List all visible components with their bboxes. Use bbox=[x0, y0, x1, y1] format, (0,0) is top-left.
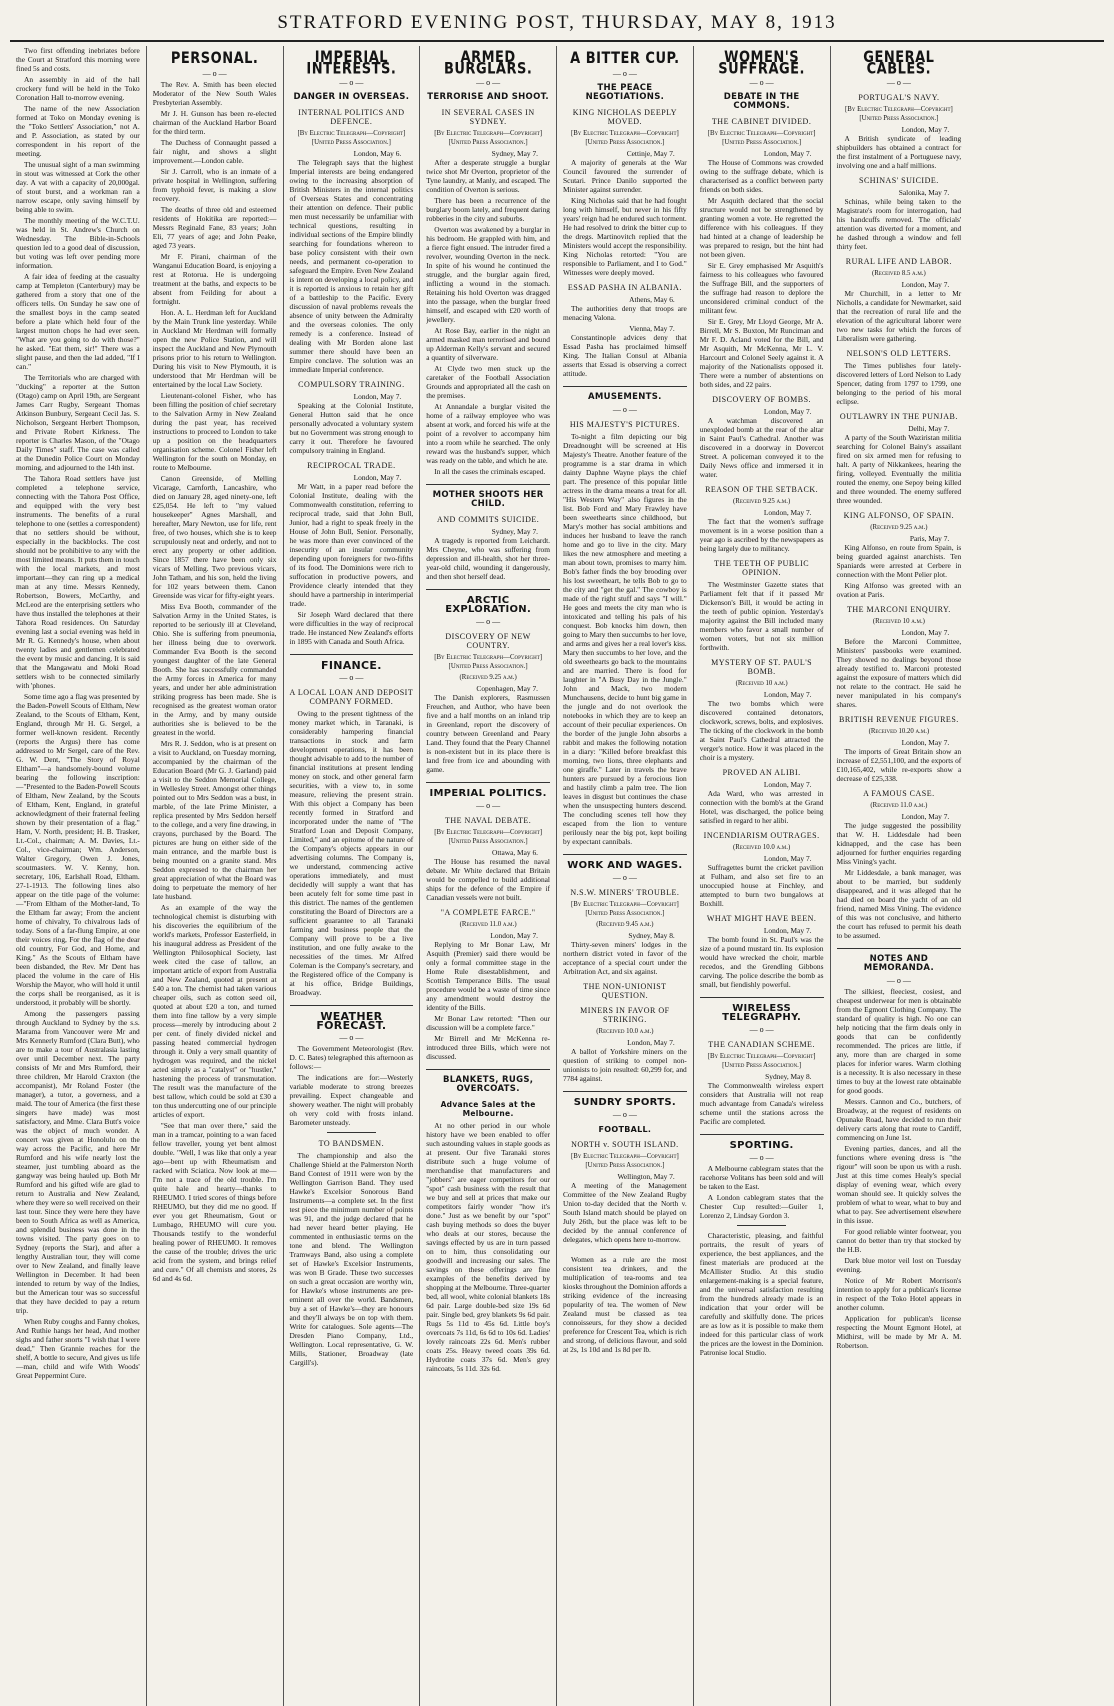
dateline: Sydney, May 8. bbox=[628, 931, 675, 940]
dateline: Delhi, May 7. bbox=[908, 424, 950, 433]
dateline: London, May 7. bbox=[763, 508, 812, 517]
news-item: Evening parties, dances, and all the functions where evening dress is "the rigour" will soon be upon us with a rush. Just at this time comes Healy's special display of evening wear, which every woman should see. It quickly solves the problem of what to wear, what to buy and what to pay. See advertisement elsewhere in this issue. bbox=[836, 1144, 962, 1225]
subheading: THE CABINET DIVIDED. bbox=[711, 117, 812, 126]
subheading: DISCOVERY OF NEW COUNTRY. bbox=[445, 632, 531, 650]
subheading: OUTLAWRY IN THE PUNJAB. bbox=[839, 412, 958, 421]
subheading: A FAMOUS CASE. bbox=[863, 789, 935, 798]
received-time: (Received 10.0 a.m.) bbox=[733, 844, 791, 851]
dateline: London, May 7. bbox=[763, 780, 812, 789]
wire-credit: [By Electric Telegraph—Copyright] [United Press Association.] bbox=[707, 1053, 816, 1069]
section-rule bbox=[563, 386, 687, 387]
columns bbox=[10, 46, 1104, 1706]
news-item: The silkiest, fleeciest, cosiest, and cheapest underwear for men is obtainable from the Egmont Clothing Company. The standard of quality is high. No one can help noticing that the firm deals only in goods that can be confidently recommended. The prices are little, if any, more than are charged in some places for inferior wares. Warm clothing is a necessity. It is also necessary in these times to buy at the lowest rate obtainable for good goods. bbox=[836, 987, 962, 1095]
news-item: Canon Greenside, of Melling Vicarage, Carnforth, Lancashire, who died on January 28, aged ninety-one, left £25,054. He left to "my valued housekeeper" Agnes Marshall, and hereafter, Mary Newton, use for life, rent free, of two houses, which she is to keep scrupulously neat and orderly, and not to erect any property or other addition. Since 1857 there have been only six vicars of Melling. Two previous vicars, John Tatham, and his son, held the living for 102 years between them. Canon Greenside was vicar for fifty-eight years. bbox=[152, 474, 277, 600]
wire-credit: [By Electric Telegraph—Copyright] [United Press Association.] bbox=[570, 901, 679, 917]
column-2 bbox=[147, 46, 284, 1706]
subheading: KING ALFONSO, OF SPAIN. bbox=[843, 511, 955, 520]
received-time: (Received 10.0 a.m.) bbox=[596, 1028, 654, 1035]
dateline: Cettinje, May 7. bbox=[626, 149, 675, 158]
dateline: London, May 7. bbox=[901, 125, 950, 134]
subheading: PORTUGAL'S NAVY. bbox=[858, 93, 940, 102]
news-item: Lieutenant-colonel Fisher, who has been filling the position of chief secretary to the Salvation Army in New Zealand during the past year, has received instructions to proceed to London to take up a position on the headquarters organisation scheme. Colonel Fisher left Wellington for the south on Monday, en route to Melbourne. bbox=[152, 391, 277, 472]
dateline: Paris, May 7. bbox=[909, 534, 950, 543]
advert-subheading: Advance Sales at the Melbourne. bbox=[440, 1100, 536, 1118]
advert-item: "See that man over there," said the man in a tramcar, pointing to a wan faced fellow traveller, young yet bent almost double. "Well, I was like that only a year ago—bent up with Rheumatism and racked with Sciatica. Now look at me—I'm not a trace of the old trouble. I'm quite hale and hearty—thanks to RHEUMO. I tried scores of things before RHEUMO, but they did me no good. If ever you get Rheumatism, Gout or Lumbago, RHEUMO will cure you. Thousands testify to the wonderful healing power of RHEUMO. It removes the cause of the trouble; drives the uric acid from the system, and brings relief and cure." Of all chemists and stores, 2s 6d and 4s 6d. bbox=[152, 1121, 277, 1283]
news-item: Sir Joseph Ward declared that there were difficulties in the way of reciprocal trade. He instanced New Zealand's efforts in 1895 with Canada and South Africa. bbox=[289, 610, 414, 646]
news-item: A ballot of Yorkshire miners on the question of striking to compel non-unionists to join resulted: 60,299 for, and 7784 against. bbox=[563, 1047, 687, 1083]
news-item: King Alfonso, en route from Spain, is being guarded against anarchists. Ten Spaniards were arrested at Cerbere in connection with the Mont Pelier plot. bbox=[836, 543, 962, 579]
received-time: (Received 11.0 a.m.) bbox=[459, 921, 517, 928]
news-item: The Westminster Gazette states that Parliament felt that if it passed Mr Dickenson's Bill, it would be acting in the teeth of public opinion. Yesterday's majority against the Bill included many members who favor a small number of women voters, but not six million forthwith. bbox=[699, 580, 824, 652]
news-item: Ada Ward, who was arrested in connection with the bomb's at the Grand Hotel, was discharged, the police being satisfied in regard to her alibi. bbox=[699, 789, 824, 825]
wire-credit: [By Electric Telegraph—Copyright] [United Press Association.] bbox=[707, 130, 816, 146]
news-item: Overton was awakened by a burglar in his bedroom. He grappled with him, and a fierce fight ensued. The intruder fired a revolver, wounding Overton in the neck. In spite of his wound he continued the struggle, and the burglar again fired, inflicting a wound in the stomach. Retaining his hold Overton was dragged into the passage, when the burglar freed himself, and escaped with £20 worth of jewellery. bbox=[426, 225, 550, 324]
news-item: As an example of the way the technological chemist is disturbing with his discoveries the equilibrium of the world's markets, Professor Easterfield, in his inaugural address as President of the Wellington Philosophical Society, last week cited the case of tallow, an important article of export from Australia and New Zealand, quoted at present at £40 a ton. The chemist had taken various cheaper oils, such as cotton seed oil, quoted at about £20 a ton, and turned them into fine tallow by a very simple process—merely by introducing about 2 per cent. of finely divided nickel and passing heated commercial hydrogen through it. Only a very small quantity of hydrogen was required, and the nickel acted simply as a "catalyst" or "hustler," hastening the process of transmutation. The result was the manufacture of the best tallow, which could be sold at £30 a ton thus undercutting one of our principle articles of export. bbox=[152, 903, 277, 1119]
section-rule bbox=[563, 1091, 687, 1092]
news-item: In all the cases the criminals escaped. bbox=[434, 467, 546, 476]
section-rule bbox=[426, 589, 550, 590]
dateline: London, May 7. bbox=[763, 926, 812, 935]
column-1 bbox=[10, 46, 147, 1706]
subheading: DEBATE IN THE COMMONS. bbox=[723, 92, 800, 111]
subheading: INTERNAL POLITICS AND DEFENCE. bbox=[298, 108, 405, 126]
news-item: A watchman discovered an unexploded bomb at the rear of the altar in Saint Paul's Cathedral. Another was discovered in a doorway in Dovercot Street. A policeman conveyed it to the Daily News office and immersed it in water. bbox=[699, 416, 824, 479]
subheading: THE NAVAL DEBATE. bbox=[444, 816, 532, 825]
news-item: Among the passengers passing through Auckland to Sydney by the s.s. Marama from Vancouver were Mr and Mrs Kennerly Rumford (Clara Butt), who are to make a tour of Australasia lasting over until December next. The party consists of Mr and Mrs Rumford, their three children, Mr Harold Craxton (the accompanist), Mr Roland Foster (the manager), a tutor, a governess, and a maid. The tour of America (the first these singers have made) was most satisfactory, and Mme. Clara Butt's voice was the object of much wonder. A concert was given at Honolulu on the way across the Pacific, and here Mr Rumford and his wife nearly lost the steamer, just tumbling aboard as the gangway was being hauled up. Both Mr Rumford and his gifted wife are glad to return to Australia and New Zealand, where they were so well received on their last tour. Since they were here they have been to South Africa as well as America, and splendid business was done in the towns visited. The party goes on to Sydney (reports the Star), and after a lengthy Australian tour, they will come over to New Zealand, and finally leave Wellington in December. It had been intended to return by way of the Indies, but the American tour was so successful that they have decided to pay a return trip. bbox=[16, 1009, 140, 1315]
subheading: TO BANDSMEN. bbox=[318, 1139, 385, 1148]
section-rule bbox=[837, 948, 962, 949]
subheading: MOTHER SHOOTS HER CHILD. bbox=[432, 490, 544, 509]
section-heading: A BITTER CUP. bbox=[570, 49, 680, 69]
subheading: "A COMPLETE FARCE." bbox=[440, 908, 536, 917]
dateline: London, May 7. bbox=[901, 628, 950, 637]
wire-credit: [By Electric Telegraph—Copyright] [United Press Association.] bbox=[570, 1153, 679, 1169]
subheading: NELSON'S OLD LETTERS. bbox=[846, 349, 952, 358]
dateline: Ottawa, May 6. bbox=[492, 848, 538, 857]
news-item: Sir J. Carroll, who is an inmate of a private hospital in Wellington, suffering from typhoid fever, is making a slow recovery. bbox=[152, 167, 277, 203]
news-item: A tragedy is reported from Leichardt. Mrs Cheyne, who was suffering from depression and ill-health, shot her three-year-old child, wounding it dangerously, and then shot herself dead. bbox=[426, 536, 550, 581]
news-item: Mr Liddesdale, a bank manager, was about to be married, but suddenly disappeared, and it was alleged that he had died on board the yacht of an old friend, named Miss Vining. The evidence of this was not conclusive, and hitherto the court has refused to permit his death to be assumed. bbox=[836, 868, 962, 940]
subheading: HIS MAJESTY'S PICTURES. bbox=[569, 420, 680, 429]
dateline: London, May 7. bbox=[627, 1038, 675, 1047]
subheading: REASON OF THE SETBACK. bbox=[705, 485, 819, 494]
news-item: After a desperate struggle a burglar twice shot Mr Overton, proprietor of the Tyne laundry, at Manly, and escaped. The condition of Overton is serious. bbox=[426, 158, 550, 194]
subheading: WHAT MIGHT HAVE BEEN. bbox=[706, 914, 817, 923]
subheading: THE PEACE NEGOTIATIONS. bbox=[585, 83, 665, 102]
column-5 bbox=[557, 46, 694, 1706]
subheading: KING NICHOLAS DEEPLY MOVED. bbox=[572, 108, 678, 126]
news-item: A fair idea of feeding at the casualty camp at Templeton (Canterbury) may be gathered from a story that one of the officers tells. On Sunday he saw one of the smallest boys in the camp seated before a plate which held four of the largest mutton chops he had ever seen. "What are you going to do with those?" he asked. "Eat them, sir!" There was a slight pause, and then the lad added, "If I can." bbox=[16, 272, 140, 371]
news-item: The indications are for:—Westerly variable moderate to strong breezes prevailing. Expect changeable and showery weather. The night will probably oh very cold with frosts inland. Barometer unsteady. bbox=[289, 1073, 414, 1127]
dateline: Sydney, May 8. bbox=[765, 1072, 812, 1081]
wire-credit: [By Electric Telegraph—Copyright] [United Press Association.] bbox=[434, 829, 543, 845]
news-item: The House has resumed the naval debate. Mr White declared that Britain would be compelled to build additional ships for the defence of the Empire if Canadian vessels were not built. bbox=[426, 857, 550, 902]
dateline: London, May 7. bbox=[490, 931, 538, 940]
subheading: A LOCAL LOAN AND DEPOSIT COMPANY FORMED. bbox=[289, 688, 414, 706]
news-item: Mr F. Pirani, chairman of the Wanganui Education Board, is enjoying a rest at Rotorua. He is undergoing treatment at the baths, and expects to be absent from Feilding for about a fortnight. bbox=[152, 252, 277, 306]
dateline: Vienna, May 7. bbox=[629, 324, 675, 333]
news-item: Application for publican's license respecting the Mount Egmont Hotel, at Midhirst, will be made by Mr A. M. Robertson. bbox=[836, 1314, 962, 1350]
news-item: The imports of Great Britain show an increase of £2,551,100, and the exports of £10,165,402, while re-exports show a decrease of £25,338. bbox=[836, 747, 962, 783]
divider: — o — bbox=[612, 69, 637, 78]
divider: — o — bbox=[749, 1153, 774, 1162]
news-item: For good reliable winter footwear, you cannot do better than try that stocked by the H.B. bbox=[836, 1227, 962, 1254]
dateline: London, May 7. bbox=[353, 473, 402, 482]
news-item: A majority of generals at the War Council favoured the surrender of Scutari. Prince Danilo supported the Minister against surrender. bbox=[563, 158, 687, 194]
news-item: Before the Marconi Committee, Ministers' passbooks were examined. They showed no dealings beyond those already testified to. Marconi protested against the exposure of matters which did not relate to the contract. He said he never manipulated in his company's shares. bbox=[836, 637, 962, 709]
divider: — o — bbox=[749, 78, 774, 87]
news-item: Speaking at the Colonial Institute, General Hutton said that he once personally advocated a voluntary system but no Government was strong enough to carry it out. Therefore he favoured compulsory training in England. bbox=[289, 401, 414, 455]
divider: — o — bbox=[612, 405, 637, 414]
news-item: The bomb found in St. Paul's was the size of a pound mustard tin. Its explosion would have wrecked the choir, marble recedos, and the Grendling Gibbons carving. The police describe the bomb as small, but fiendishly powerful. bbox=[699, 935, 824, 989]
news-item: The Tahora Road settlers have just completed a telephone service, connecting with the Tahora Post Office, and equipped with the very best instruments. The benefits of a rural telephone to one (settles a correspondent) that no settlers should be without, especially in the backblocks. The cost should not be prohibitive to any with the most limited means. It puts them in touch with the local markets, and most important—they can ring up a medical man at any time. Messrs Kennedy, Robertson, Bowers, McCarthy, and McLeod are the enterprising settlers who have thus installed the telephones at their Tahora Road residences. On Saturday evening last a social evening was held in Mr R. G. Kennedy's house, when about twenty ladies and gentlemen celebrated the event by music and dancing. It is said that the Mangawatu and Moki Road settlers wish to be connected similarly with 'phones. bbox=[16, 474, 140, 690]
subheading: THE TEETH OF PUBLIC OPINION. bbox=[714, 559, 810, 577]
news-item: Mr Watt, in a paper read before the Colonial Institute, dealing with the Commonwealth constitution, referring to reciprocal trade, said that John Bull, Junior, had a right to speak freely in the House of John Bull, Senior. Personally, he was more than ever convinced of the insecurity of an insular community depending upon foreigners for two-fifths of its food. The Dominions were rich to suffocation in productive powers, and Providence clearly intended that they should have a partnership in interimperial trade. bbox=[289, 482, 414, 608]
section-heading: NOTES AND MEMORANDA. bbox=[863, 954, 934, 973]
wire-credit: [By Electric Telegraph—Copyright] [United Press Association.] bbox=[434, 654, 543, 670]
subheading: MYSTERY OF ST. PAUL'S BOMB. bbox=[711, 658, 813, 676]
received-time: (Received 10.20 a.m.) bbox=[868, 728, 930, 735]
section-heading: FINANCE. bbox=[321, 659, 382, 672]
received-time: (Received 10 a.m.) bbox=[872, 618, 925, 625]
section-rule bbox=[426, 1069, 550, 1070]
wire-credit: [By Electric Telegraph—Copyright] [United Press Association.] bbox=[297, 130, 406, 146]
divider bbox=[327, 1132, 377, 1133]
subheading: RURAL LIFE AND LABOR. bbox=[845, 257, 952, 266]
dateline: Copenhagen, May 7. bbox=[476, 684, 538, 693]
section-heading: ARMED BURGLARS. bbox=[443, 48, 533, 79]
news-item: At Annandale a burglar visited the home of a railway employee who was absent at work, and forced his wife at the point of a revolver to accompany him into a room while he searched. The only reward was the husband's supper, which was ready on the table, and which he ate. bbox=[426, 402, 550, 465]
news-item: The Times publishes four lately-discovered letters of Lord Nelson to Lady Spencer, dating from 1797 to 1799, one belonging to the period of his moral eclipse. bbox=[836, 361, 962, 406]
subheading: DANGER IN OVERSEAS. bbox=[293, 92, 410, 102]
news-item: The deaths of three old and esteemed residents of Hokitika are reported:—Messrs Reginald Fane, 83 years; John Eli, 77 years of age; and John Peake, aged 73 years. bbox=[152, 205, 277, 250]
dateline: London, May 7. bbox=[901, 812, 950, 821]
subheading: DISCOVERY OF BOMBS. bbox=[712, 395, 812, 404]
divider: — o — bbox=[612, 873, 637, 882]
news-item: King Nicholas said that he had fought long with himself, but never in his fifty years' reign had he endured such torment. He had resolved to drink the bitter cup to the dregs. Martinovitch replied that the Ministers would accept the responsibility. King Nicholas retorted: "You are responsible to Parliament, and I to God." Witnesses were deeply moved. bbox=[563, 196, 687, 277]
news-item: The Commonwealth wireless expert considers that Australia will not reap much advantage from Canada's wireless scheme until the stations across the Pacific are completed. bbox=[699, 1081, 824, 1126]
subheading: MINERS IN FAVOR OF STRIKING. bbox=[580, 1006, 670, 1024]
section-heading: AMUSEMENTS. bbox=[588, 392, 662, 402]
dateline: London, May 6. bbox=[353, 149, 402, 158]
news-item: Mrs R. J. Seddon, who is at present on a visit to Auckland, on Tuesday morning, accompanied by the chairman of the Education Board (Mr G. J. Garland) paid a visit to the Seddon Memorial College, in Wellesley Street. Amongst other things pointed out to Mrs Seddon was a bust, in marble, of the late Prime Minister, a replica presented by Mrs Seddon herself to the college, and a very fine drawing, in crayons, purchased by the Board. The pictures are hung on either side of the main entrance, and the marble bust is being mounted on a granite stand. Mrs Seddon expressed to the chairman her great appreciation of what the Board was doing to perpetuate the memory of her late husband. bbox=[152, 739, 277, 901]
dateline: London, May 7. bbox=[353, 392, 402, 401]
news-item: The two bombs which were discovered contained detonators, clockwork, screws, bolts, and explosives. The ticking of the clockwork in the bomb at Saint Paul's Cathedral attracted the verger's notice. How it was placed in the choir is a mystery. bbox=[699, 699, 824, 762]
news-item: Suffragettes burnt the cricket pavilion at Fulham, and also set fire to an unoccupied house at Finchley, and attempted to burn two bungalows at Boxhill. bbox=[699, 863, 824, 908]
news-item: At Rose Bay, earlier in the night an armed masked man terrorised and bound up Alderman Kelly's servant and secured a quantity of silverware. bbox=[426, 326, 550, 362]
masthead: STRATFORD EVENING POST, THURSDAY, MAY 8, 1913 bbox=[10, 8, 1104, 42]
news-item: Mr J. H. Gunson has been re-elected chairman of the Auckland Harbor Board for the third term. bbox=[152, 109, 277, 136]
section-rule bbox=[290, 654, 414, 655]
received-time: (Received 11.0 a.m.) bbox=[870, 802, 928, 809]
news-item: Notice of Mr Robert Morrison's intention to apply for a publican's license in respect of the Toko Hotel appears in another column. bbox=[836, 1276, 962, 1312]
section-heading: IMPERIAL POLITICS. bbox=[429, 788, 547, 799]
section-heading: GENERAL CABLES. bbox=[863, 48, 935, 79]
subheading: NORTH v. SOUTH ISLAND. bbox=[571, 1140, 679, 1149]
news-item: A party of the South Waziristan militia searching for Colonel Bainy's assailant fired on six armed men for refusing to halt. A party of Nikkankees, hearing the firing, volleyed. Eventually the militia routed the enemy, one Sepoy being killed and three wounded. The enemy suffered three wounded. bbox=[836, 433, 962, 505]
divider: — o — bbox=[612, 1110, 637, 1119]
subheading: ESSAD PASHA IN ALBANIA. bbox=[567, 283, 682, 292]
news-item: The monthly meeting of the W.C.T.U. was held in St. Andrew's Church on Wednesday. The Bible-in-Schools question led to a good deal of discussion, but voting was left over pending more information. bbox=[16, 216, 140, 270]
news-item: King Alfonso was greeted with an ovation at Paris. bbox=[836, 581, 962, 599]
news-item: The name of the new Association formed at Toko on Monday evening is the "Toko Settlers' Association," not A. and P. Association, as stated by our correspondent in his report of the meeting. bbox=[16, 104, 140, 158]
subheading: THE MARCONI ENQUIRY. bbox=[846, 605, 951, 614]
news-item: Messrs. Cannon and Co., butchers, of Broadway, at the request of residents on Opunake Road, have decided to run their delivery carts along that route to Cardiff, commencing on June 1st. bbox=[836, 1097, 962, 1142]
section-rule bbox=[426, 484, 550, 485]
dateline: London, May 7. bbox=[763, 407, 812, 416]
subheading: SCHINAS' SUICIDE. bbox=[859, 176, 939, 185]
news-item: A British syndicate of leading shipbuilders has obtained a contract for the first instalment of a Portuguese navy, involving one and a half millions. bbox=[836, 134, 962, 170]
news-item: The Territorials who are charged with "ducking" a reporter at the Sutton (Otago) camp on April 19th, are Sergeant James Carr Rugby, Sergeant Thomas Atkinson Bunbury, Sergeant Cecil Jas. S. Nicholson, Sergeant Herbert Thompson, and Private Robert Kirkness. The reporter is Charles Mason, of the "Otago Daily Times" staff. The case was called at the Dunedin Police Court on Monday morning, and adjourned to the 14th inst. bbox=[16, 373, 140, 472]
dateline: London, May 7. bbox=[763, 690, 812, 699]
news-item: The fact that the women's suffrage movement is in a worse position than a year ago is ascribed by the newspapers as being largely due to militancy. bbox=[699, 517, 824, 553]
news-item: Sir E. Grey emphasised Mr Asquith's fairness to his colleagues who favoured the Suffrage Bill, and the supporters of the suffrage had reason to deplore the unconsidered criminal conduct of the militant few. bbox=[699, 261, 824, 315]
received-time: (Received 10 a.m.) bbox=[735, 680, 788, 687]
section-heading: WORK AND WAGES. bbox=[567, 860, 683, 871]
news-item: Hon. A. L. Herdman left for Auckland by the Main Trunk line yesterday. While in Auckland Mr Herdman will formally open the new Police Station, and will inspect the Auckland and New Plymouth prisons prior to his return to Wellington. During his visit to New Plymouth, it is understood that Mr Herdman will be entertained by the local Law Society. bbox=[152, 308, 277, 389]
subheading: FOOTBALL. bbox=[598, 1125, 652, 1134]
divider: — o — bbox=[749, 1025, 774, 1034]
divider: — o — bbox=[886, 976, 911, 985]
subheading: THE CANADIAN SCHEME. bbox=[708, 1040, 815, 1049]
section-rule bbox=[700, 1134, 824, 1135]
dateline: Salonika, May 7. bbox=[898, 188, 950, 197]
received-time: (Received 9.25 a.m.) bbox=[870, 524, 928, 531]
divider bbox=[737, 1225, 787, 1226]
advert-item: Women as a rule are the most consistent tea drinkers, and the multiplication of tea-rooms and tea kiosks throughout the Dominion affords a striking evidence of the increasing popularity of tea. The women of New Zealand must be classed as tea connoisseurs, for they show a decided preference for Crescent Tea, which is rich and strong, of delicious flavour, and sold at 2s, 1s 10d and 1s 8d per lb. bbox=[563, 1255, 687, 1354]
subheading: TERRORISE AND SHOOT. bbox=[427, 92, 549, 102]
section-heading: PERSONAL. bbox=[170, 49, 259, 69]
news-item: There has been a recurrence of the burglary boom lately, and frequent daring robberies in the city and suburbs. bbox=[426, 196, 550, 223]
news-item: Mr Birrell and Mr McKenna re-introduced three Bills, which were not discussed. bbox=[426, 1034, 550, 1061]
received-time: (Received 9.25 a.m.) bbox=[733, 498, 791, 505]
divider: — o — bbox=[476, 801, 501, 810]
section-heading: SPORTING. bbox=[729, 1140, 794, 1151]
section-heading: ARCTIC EXPLORATION. bbox=[445, 595, 532, 615]
divider: — o — bbox=[476, 617, 501, 626]
dateline: Sydney, May 7. bbox=[491, 149, 538, 158]
news-item: Replying to Mr Bonar Law, Mr Asquith (Premier) said there would be only a formal committee stage in the Home Rule disestablishment, and Scottish Temperance Bills. The usual procedure would be a waste of time since any amendment would destroy the identity of the Bills. bbox=[426, 940, 550, 1012]
advert-item: At no other period in our whole history have we been enabled to offer such astounding values in staple goods as at present. Our five Taranaki stores distribute such a huge volume of merchandise that manufacturers and "jobbers" are eager competitors for our "spot" cash business with the result that we buy and sell at prices that make our competitors fairly wonder "how it's done." Just as we benefit by our "spot" cash buying methods so does the buyer who deals at our stores, because the savings effected by us are in turn passed on to him, thus consolidating our goodwill and increasing our sales. The savings on these offerings are fine examples of the benefits derived by shopping at the Melbourne. Three-quarter bed, all wool, white colonial blankets 18s 6d pair. Large double-bed size 19s 6d pair. Single bed, grey blankets 9s 6d pair. Rugs 5s 11d to 45s 6d. Little boy's overcoats 7s 11d, 6s 6d to 10s 6d. Ladies' lovely raincoats 22s 6d. Men's rubber coats 25s. Heavy tweed coats 39s 6d. Hydrotite coats 37s 6d. Men's grey raincoats, 5s 11d. 32s 6d. bbox=[426, 1121, 550, 1373]
news-item: Owing to the present tightness of the money market which, in Taranaki, is considerably hampering financial transactions in stock and farm development operations, it has been thought advisable to add to the number of financial institutions at present lending money on stock, and other general farm securities, with a view to, in some measure, relieving the present strain. With this object a Company has been recently formed in Stratford and incorporated under the name of "The Stratford Loan and Deposit Company, Limited," and an epitome of the nature of the Company's objects appears in our advertising columns. The Company is, we understand, commencing active operations immediately, and must decidedly will supply a want that has been acutely felt for some time past in this district. The names of the gentlemen constituting the Board of Directors are a sufficient guarantee to all Taranaki farming and business people that the Company will prove to be a live institution, and one fully awake to the necessities of the times. Mr Alfred Coleman is the Company's secretary, and the Registered office of the Company is at his office, Bridge Buildings, Broadway. bbox=[289, 709, 414, 997]
column-7 bbox=[831, 46, 968, 1706]
divider bbox=[600, 1249, 650, 1250]
news-item: A Melbourne cablegram states that the racehorse Volitans has been sold and will be taken to the East. bbox=[699, 1164, 824, 1191]
subheading: IN SEVERAL CASES IN SYDNEY. bbox=[441, 108, 535, 126]
news-item: A meeting of the Management Committee of the New Zealand Rugby Union to-day decided that the North v. South Island match should be played on July 26th, but the place was left to be decided by the annual conference of delegates, which opens here to-morrow. bbox=[563, 1181, 687, 1244]
subheading: COMPULSORY TRAINING. bbox=[298, 380, 405, 389]
news-item: The judge suggested the possibility that W. H. Liddesdale had been kidnapped, and the case has been adjourned for further enquiries regarding Miss Vining's yacht. bbox=[836, 821, 962, 866]
advert-heading: BLANKETS, RUGS, OVERCOATS. bbox=[442, 1075, 534, 1094]
dateline: London, May 7. bbox=[901, 738, 950, 747]
subheading: RECIPROCAL TRADE. bbox=[307, 461, 396, 470]
section-heading: SUNDRY SPORTS. bbox=[573, 1097, 676, 1108]
news-item: Miss Eva Booth, commander of the Salvation Army in the United States, is reported to be seriously ill at Cleveland, Ohio. She is suffering from pneumonia, her illness being due to overwork. Commander Eva Booth is the second youngest daughter of the late General Booth. She has successfully commanded the Army forces in America for many years, and under her able administration striking progress has been made. She is recognised as the greatest woman orator in the Army, and by many outside authorities she is believed to be the greatest in the world. bbox=[152, 602, 277, 737]
subheading: INCENDIARISM OUTRAGES. bbox=[703, 831, 820, 840]
column-4 bbox=[420, 46, 557, 1706]
news-item: The Duchess of Connaught passed a fair night, and shows a slight improvement.—London cable. bbox=[152, 138, 277, 165]
divider: — o — bbox=[339, 78, 364, 87]
wire-credit: [By Electric Telegraph—Copyright] [United Press Association.] bbox=[570, 130, 679, 146]
news-item: To-night a film depicting our big Dreadnought will be screened at His Majesty's Theatre. Another feature of the programme is a star drama in which dainty Daphne Wayne plays the chief part. The presence of this popular little actress in the drama means a treat for all. "His Western Way" also figures in the list. Bob Ford and Mary Frawley have been sweethearts since childhood, but Mary's mother has social ambitions and induces her husband to leave the ranch home and go to live in the city. Mary likes the new atmosphere and meeting a man about town, promises to marry him. Bob's father finds the boy brooding over his lost sweetheart, he tells Bob to go to the city and "get the gal." The cowboy is made of the right stuff and says "I will." He goes and meets the city man who is intoxicated and telling his pals of his conquest. Bob knocks him down, then going to Mary then succumbs to her love, and arms and gives her a real lover's kiss. Mary then succumbs to her love, and the old sweethearts go back to the mountains and are married. There is food for laughter in "A Busy Day in the Jungle." John and Mack, two modern Munchausens, decide to hunt big game in the jungle and do not overlook the notebooks in which they are to keep an account of their peculiar experiences. On the border of the jungle John absorbs a rabbit and makes the following notation in a diary: "Killed before breakfast this morning, two lions, three elephants and one giraffe." Later in travels the brave hunters are pursued by a ferocious lion and hastily climb a palm tree. The lion leaves in disgust but continues the chase when the unsuspecting hunters descend. The concluding scenes tell how they escaped from the lion to venture perilously near the big pot, kept boiling by expectant cannibals. bbox=[563, 432, 687, 846]
news-item: Dark blue motor veil lost on Tuesday evening. bbox=[836, 1256, 962, 1274]
news-item: Mr Bonar Law retorted: "Then our discussion will be a complete farce." bbox=[426, 1014, 550, 1032]
section-rule bbox=[290, 1005, 414, 1006]
news-item: Constantinople advices deny that Essad Pasha has proclaimed himself King. The Italian Consul at Albania asserts that Essad is observing a correct attitude. bbox=[563, 333, 687, 378]
dateline: Sydney, May 7. bbox=[491, 527, 538, 536]
section-rule bbox=[563, 854, 687, 855]
news-item: Schinas, while being taken to the Magistrate's room for interrogation, had his handcuffs removed. The officials' attention was diverted for a moment, and he dashed through a window and fell thirty feet. bbox=[836, 197, 962, 251]
advert-item: Characteristic, pleasing, and faithful portraits, the result of years of experience, the best appliances, and the finest materials are produced at the McAllister Studio. At this studio enlargement-making is a special feature, and the universal satisfaction resulting from the hundreds already made is an indication that your order will be carefully and skilfully done. The prices are as low as it is possible to make them indeed for this particular class of work the prices are the lowest in the Dominion. Patronise local Studio. bbox=[699, 1231, 824, 1357]
subheading: PROVED AN ALIBI. bbox=[722, 768, 801, 777]
section-rule bbox=[700, 997, 824, 998]
dateline: London, May 7. bbox=[763, 149, 812, 158]
dateline: London, May 7. bbox=[763, 854, 812, 863]
news-item: The Danish explorers, Rasmussen Freuchen, and Author, who have been five and a half months on an inland trip in Greenland, report the discovery of country between Greenland and Peary Land. They found that the Peary Channel is non-existent but in its place there is land free from ice and abounding with game. bbox=[426, 693, 550, 774]
news-item: The Rev. A. Smith has been elected Moderator of the New South Wales Presbyterian Assembly. bbox=[152, 80, 277, 107]
section-rule bbox=[426, 782, 550, 783]
column-3 bbox=[284, 46, 421, 1706]
news-item: Mr Asquith declared that the social structure would not be strengthened by granting women a vote. He regretted the difference with his colleagues. If they had hinted at a change of leadership he was prepared to resign, but the hint had not been given. bbox=[699, 196, 824, 259]
news-item: The Government Meteorologist (Rev. D. C. Bates) telegraphed this afternoon as follows:— bbox=[289, 1044, 414, 1071]
wire-credit: [By Electric Telegraph—Copyright] [United Press Association.] bbox=[844, 106, 953, 122]
dateline: London, May 7. bbox=[901, 280, 950, 289]
news-item: Thirty-seven miners' lodges in the northern district voted in favor of the acceptance of a special court under the Arbitration Act, and six against. bbox=[563, 940, 687, 976]
news-item: Mr Churchill, in a letter to Mr Nicholls, a candidate for Newmarket, said that the recreation of rural life and the elevation of the agricultural laborer were two new tasks for which the forces of Liberalism were gathering. bbox=[836, 289, 962, 343]
subheading: BRITISH REVENUE FIGURES. bbox=[838, 715, 959, 724]
news-item: A London cablegram states that the Chester Cup resulted:—Guiler 1, Lorenzo 2, Lindsay Gordon 3. bbox=[699, 1193, 824, 1220]
dateline: Athens, May 6. bbox=[629, 295, 675, 304]
column-6 bbox=[694, 46, 831, 1706]
divider: — o — bbox=[886, 78, 911, 87]
dateline: Wellington, May 7. bbox=[617, 1172, 675, 1181]
advert-verse: When Ruby coughs and Fanny chokes, And Ruthie hangs her head, And mother sighs and father snorts "I wish that I were dead," Then Grannie reaches for the shelf, A bottle to secure, And gives us life—man, child and wife With Woods' Great Peppermint Cure. bbox=[16, 1317, 140, 1380]
divider: — o — bbox=[339, 673, 364, 682]
news-item: An assembly in aid of the hall crockery fund will be held in the Toko Coronation Hall to-morrow evening. bbox=[16, 75, 140, 102]
subheading: THE NON-UNIONIST QUESTION. bbox=[583, 982, 667, 1000]
news-item: The unusual sight of a man swimming in stout was witnessed at Cork the other day. A vat with a capacity of 20,000gal. of stout burst, and a workman ran a narrow escape, only saving himself by being able to swim. bbox=[16, 160, 140, 214]
section-heading: WIRELESS TELEGRAPHY. bbox=[722, 1003, 802, 1023]
divider: — o — bbox=[339, 1033, 364, 1042]
section-heading: WOMEN'S SUFFRAGE. bbox=[718, 48, 805, 79]
news-item: Sir E. Grey, Mr Lloyd George, Mr A. Birrell, Mr S. Buxton, Mr Runciman and Mr F. D. Acland voted for the Bill, and Mr Asquith, Mr McKenna, Mr L. V. Harcourt and Colonel Seely against it. A majority of the Nationalists opposed it. There were a number of abstentions on both sides, and 22 pairs. bbox=[699, 317, 824, 389]
subheading: N.S.W. MINERS' TROUBLE. bbox=[570, 888, 680, 897]
news-item: Some time ago a flag was presented by the Baden-Powell Scouts of Eltham, New Zealand, to the Scouts of Eltham, Kent, England, through Mr H. G. Sergel, a former well-known resident. Recently (reports the Argus) there has come addressed to Mr Sergel, care of the Rev. G. W. Dent, "The Story of Royal Eltham"—a handsomely-bound volume bearing the following inscription:—"Presented to the Baden-Powell Scouts of Eltham, New Zealand, by the Scouts of Eltham, Kent, England, in grateful acknowledgment of their fraternal feeling shown by their presentation of a flag." Ham, V. North, president; H. B. Trasker, Lt.-Col., chairman; A. M. Davies, Lt.-Col., vice-chairman; Wm. Anderson, Walter Gregory, Owen J. Jones, scoutmasters. W. V. Kenny, hon. secretary, 106, Earlshall Road, Eltham. 27-1-1913. The following lines also appear on the title page of the volume:—"From Eltham of the Mother-land, To the Eltham far away; From the ancient home of chivalry, To chivalrous lads of today. Sons of a far-flung Empire, at one their voices ring, For the flag of the dear old country, For God, and Home, and King." As the Scouts of Eltham have been disbanded, the Rev. Mr Dent has placed the volume in the care of His Worship the Mayor, who will hold it until the corps shall be reorganised, as it is understood, it probably will be shortly. bbox=[16, 692, 140, 1007]
news-item: The Telegraph says that the highest Imperial interests are being endangered owing to the increasing absorption of British Ministers in the internal politics of Overseas States and concentrating their attention on defence. Their public men must necessarily be unfamiliar with technical questions, resulting in individual sections of the Empire blindly searching for foundations whereon to base policy consistent with their own needs, and permanent co-operation to safeguard the Empire. Even New Zealand is intent on developing a local policy, and it is reported is anxious to retain her gift of a battleship to the Pacific. Every discussion of naval problems reveals the absence of unity between the Admiralty and the overseas colonies. The only remedy is a conference. Instead of dealing with Mr Borden alone last summer there should have been an Empire conclave. The solution was an immediate Imperial conference. bbox=[289, 158, 414, 374]
received-time: (Received 8.5 a.m.) bbox=[871, 270, 926, 277]
news-item: The authorities deny that troops are menacing Valona. bbox=[563, 304, 687, 322]
subheading: AND COMMITS SUICIDE. bbox=[437, 515, 540, 524]
advert-item: The championship and also the Challenge Shield at the Palmerston North Band Contest of 1911 were won by the Wellington Garrison Band. They used Hawke's Excelsior Sonorous Band Instruments—a complete set. In the first test piece the minimum number of points was 91, and the judge declared that he had never heard better playing. He commented in enthusiastic terms on the tone and blend. The Wellington Tramways Band, also using a complete set of Hawke's Excelsior Instruments, was won B Grade. These two successes on such a great occasion are worthy win, for Hawke's whose instruments are pre-eminent all over the world. Bandsmen, buy a set of Hawke's—they are honours and they'll always be on top with them. Write for catalogues. Sole agents—The Dresden Piano Company, Ltd., Wellington. Local representative, G. W. Mills, Stationer, Broadway (late Cargill's). bbox=[289, 1151, 414, 1367]
received-time: (Received 9.25 a.m.) bbox=[459, 674, 517, 681]
wire-credit: [By Electric Telegraph—Copyright] [United Press Association.] bbox=[434, 130, 543, 146]
news-item: At Clyde two men stuck up the caretaker of the Football Association Grounds and appropriated all the cash on the premises. bbox=[426, 364, 550, 400]
section-heading: IMPERIAL INTERESTS. bbox=[306, 48, 397, 79]
divider: — o — bbox=[476, 78, 501, 87]
section-heading: WEATHER FORECAST. bbox=[316, 1010, 387, 1032]
received-time: (Received 9.45 a.m.) bbox=[596, 921, 654, 928]
news-item: Two first offending inebriates before the Court at Stratford this morning were fined 5s and costs. bbox=[16, 46, 140, 73]
divider: — o — bbox=[202, 69, 227, 78]
news-item: The House of Commons was crowded owing to the suffrage debate, which is characterised as a conflict between party friends on both sides. bbox=[699, 158, 824, 194]
